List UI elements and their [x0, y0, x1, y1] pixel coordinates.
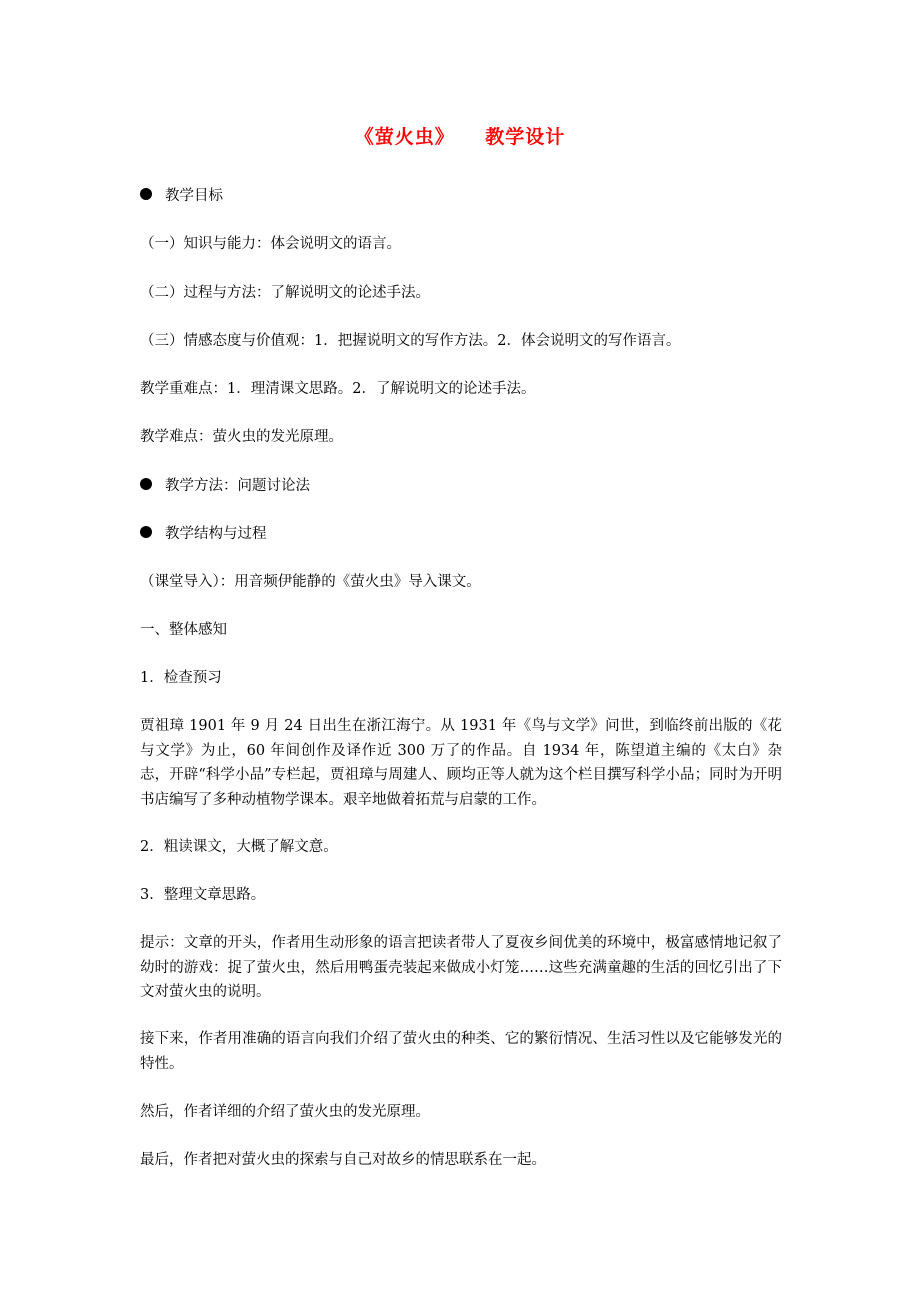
- bullet-icon: [140, 478, 152, 490]
- hint-paragraph: 提示：文章的开头，作者用生动形象的语言把读者带人了夏夜乡间优美的环境中，极富感情地记叙了幼时的游戏：捉了萤火虫，然后用鸭蛋壳装起来做成小灯笼……这些充满童趣的生活的回忆引出了下文对萤火虫的说明。: [140, 935, 782, 1000]
- method-heading: 教学方法：问题讨论法: [165, 478, 310, 494]
- finally-paragraph: 最后，作者把对萤火虫的探索与自己对故乡的情思联系在一起。: [140, 1152, 546, 1168]
- document-title: 《萤火虫》 教学设计: [354, 126, 566, 148]
- structure-heading: 教学结构与过程: [165, 526, 267, 542]
- bio-paragraph: 贾祖璋 1901 年 9 月 24 日出生在浙江海宁。从 1931 年《鸟与文学》问世，到临终前出版的《花与文学》为止，60 年间创作及译作近 300 万了的作品。自 1934 年，陈望道主编的《太白》杂志，开辟“科学小品”专栏起，贾祖璋与周建人、顾均正等人就为这个栏目撰写科学小品；同时为开明书店编写了多种动植物学课本。艰辛地做着拓荒与启蒙的工作。: [140, 718, 782, 808]
- objectives-heading: 教学目标: [165, 188, 223, 204]
- section1-heading: 一、整体感知: [140, 622, 227, 638]
- step3-line: 3．整理文章思路。: [140, 887, 266, 903]
- objective-item-3: （三）情感态度与价值观：1．把握说明文的写作方法。2．体会说明文的写作语言。: [140, 333, 681, 349]
- next-paragraph: 接下来，作者用准确的语言向我们介绍了萤火虫的种类、它的繁衍情况、生活习性以及它能够发光的特性。: [140, 1031, 782, 1072]
- bullet-icon: [140, 188, 152, 200]
- intro-line: （课堂导入）：用音频伊能静的《萤火虫》导入课文。: [140, 574, 481, 590]
- objective-item-1: （一）知识与能力：体会说明文的语言。: [140, 236, 401, 252]
- method-heading-row: [140, 474, 310, 499]
- then-paragraph: 然后，作者详细的介绍了萤火虫的发光原理。: [140, 1104, 430, 1120]
- step1-line: 1．检查预习: [140, 670, 222, 686]
- step2-line: 2．粗读课文，大概了解文意。: [140, 839, 338, 855]
- bullet-icon: [140, 526, 152, 538]
- structure-heading-row: [140, 522, 267, 547]
- objective-item-2: （二）过程与方法：了解说明文的论述手法。: [140, 285, 430, 301]
- objectives-heading-row: [140, 184, 223, 209]
- difficult-point: 教学难点：萤火虫的发光原理。: [140, 429, 343, 445]
- key-points: 教学重难点：1．理清课文思路。2．了解说明文的论述手法。: [140, 381, 536, 397]
